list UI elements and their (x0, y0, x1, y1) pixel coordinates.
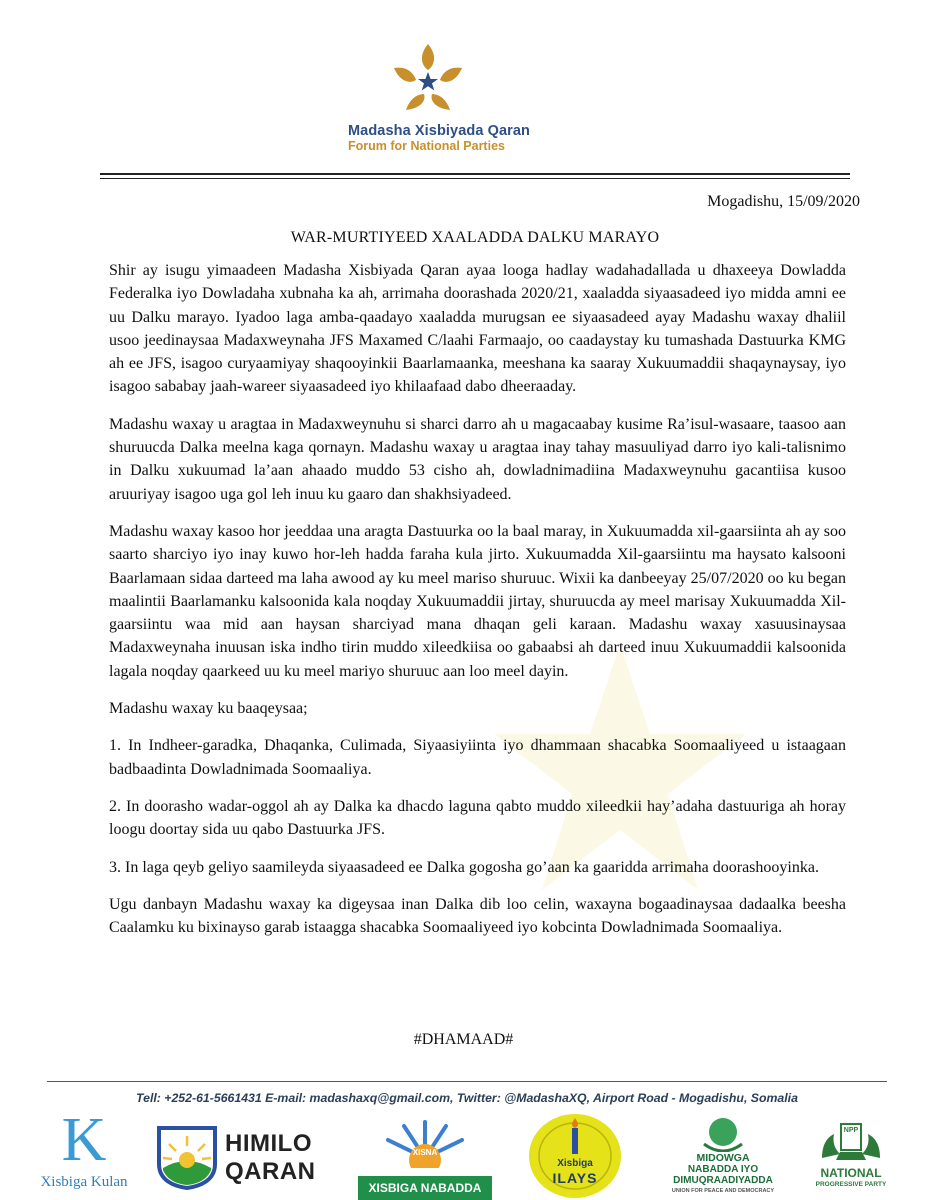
header-divider-thin (100, 178, 850, 179)
npp-line-1: NATIONAL (820, 1166, 882, 1180)
ilays-logo (527, 1112, 623, 1200)
kulan-logo (38, 1106, 130, 1200)
star-flower-logo-icon (388, 38, 468, 118)
himilo-line-1: HIMILO (225, 1130, 312, 1157)
document-title: WAR-MURTIYEED XAALADDA DALKU MARAYO (290, 229, 660, 246)
letterhead (0, 0, 927, 190)
paragraph: Shir ay isugu yimaadeen Madasha Xisbiyada Qaran ayaa looga hadlay wadahadallada u dhaxeeya Dowladda Federalka iyo Dowladaha xubnaha ka ah, arrimaha doorashada 2020/21, xaaladda siyaasadeed iyo midda amni ee uu Dalku marayo. Iyadoo laga amba-qaadayo xaaladda murugsan ee siyaasadeed ayay Madashu waxay dhaliil usoo jeedinaysaa Madaxweynaha JFS Maxamed C/laahi Farmaajo, oo caadaystay ku tumashada Dastuurka KMG ah ee JFS, isagoo curyaamiyay shaqooyinkii Baarlamaanka, meeshana ka saaray Xukuumaddii shaqaynaysay, iyo isagoo sababay jaah-wareer siyaasadeed iyo khilaafaad dabo dheeraaday. (109, 262, 846, 396)
sunburst-icon (380, 1118, 470, 1168)
npp-line-2: PROGRESSIVE PARTY (815, 1181, 887, 1188)
ilays-line-1: Xisbiga (557, 1158, 593, 1169)
npp-logo (810, 1118, 892, 1198)
footer-divider (47, 1081, 887, 1082)
paragraph: Madashu waxay ku baaqeysaa; (109, 700, 308, 718)
sunrise-shield-icon (155, 1124, 219, 1190)
npp-badge: NPP (843, 1127, 859, 1134)
candle-seal-icon (527, 1112, 623, 1200)
himilo-line-2: QARAN (225, 1158, 316, 1185)
kulan-name: Xisbiga Kulan (40, 1174, 128, 1190)
end-mark: #DHAMAAD# (413, 1031, 514, 1048)
globe-hands-icon (698, 1114, 748, 1152)
kulan-letter: K (61, 1106, 107, 1174)
lions-crest-icon (816, 1118, 886, 1164)
paragraph: Madashu waxay u aragtaa in Madaxweynuhu si sharci darro ah u magacaabay kusime Ra’isul-wasaare, taasoo aan shuruucda Dalka meelna kaga qornayn. Madashu waxay u aragtaa inay tahay masuuliyad darro iyo kali-talisnimo in Dalku xukuumad la’aan ahaado muddo 53 cisho ah, dowladnimadiina Madaxweynuhu gacantiisa kusoo aruuriyay isagoo uga gol leh inuu ku gaaro dan shakhsiyadeed. (109, 415, 846, 503)
midowga-line-2: NABADDA IYO (687, 1164, 759, 1175)
midowga-line-4: UNION FOR PEACE AND DEMOCRACY (671, 1188, 775, 1194)
midowga-line-1: MIDOWGA (696, 1152, 750, 1164)
document-body (109, 259, 846, 953)
list-item: 1. In Indheer-garadka, Dhaqanka, Culimada, Siyaasiyiinta iyo dhammaan shacabka Soomaaliyeed u istaagaan badbaadinta Dowladnimada Soomaaliya. (109, 737, 846, 778)
nabadda-name: XISBIGA NABADDA (358, 1176, 492, 1200)
list-item: 2. In doorasho wadar-oggol ah ay Dalka ka dhacdo laguna qabto muddo xileedkii hay’adaha dastuuriga ah horay loogu doortay sida uu qabo Dastuurka JFS. (109, 797, 846, 839)
nabadda-logo (358, 1118, 492, 1200)
contact-info: Tell: +252-61-5661431 E-mail: madashaxq@gmail.com, Twitter: @MadashaXQ, Airport Road - Mogadishu, Somalia (136, 1091, 798, 1105)
ilays-line-2: ILAYS (552, 1170, 598, 1186)
nabadda-top-label: XISNA (412, 1148, 438, 1157)
midowga-line-3: DIMUQRAADIYADDA (673, 1175, 773, 1186)
document-date: Mogadishu, 15/09/2020 (707, 193, 860, 210)
midowga-logo (664, 1114, 782, 1200)
himilo-qaran-logo (155, 1124, 325, 1196)
org-name: Madasha Xisbiyada Qaran (348, 123, 531, 139)
paragraph: Madashu waxay kasoo hor jeeddaa una aragta Dastuurka oo la baal maray, in Xukuumadda xil-gaarsiinta ah ay soo saarto sharciyo iyo inay kuwo hor-leh hadda faraha kula jirto. Xukuumadda Xil-gaarsiintu ma haysato kalsooni Baarlamaan sidaa darteed ma laha awood ay ku meel mariso shuruuc. Wixii ka danbeeyay 25/07/2020 oo ku began maalintii Baarlamanku kalsoonida kala noqday Xukuumaddii jirtay, shuruucda ay meel marisay Xukuumadda Xil-gaarsiintu waa mid aan haysan sharciyad mana dhaqan geli karaan. Madashu waxay xasuusinaysaa Madaxweynaha inuusan iska indho tirin muddo xileedkiisa oo gabaabsi ah darteed inuu Xukuumaddii kalsoonida lagala noqday qaarkeed uu ku meel mariyo shuruuc aan loo meel dayin. (109, 522, 846, 680)
org-subtitle: Forum for National Parties (348, 139, 505, 153)
header-divider (100, 173, 850, 175)
party-logos (0, 1106, 927, 1200)
paragraph: Ugu danbayn Madashu waxay ka digeysaa inan Dalka dib loo celin, waxayna bogaadinaysaa dadaalka beesha Caalamku ku bixinayso garab istaagga shacabka Soomaaliyeed iyo kobcinta Dowladnimada Soomaaliya. (109, 895, 846, 937)
list-item: 3. In laga qeyb geliyo saamileyda siyaasadeed ee Dalka gogosha go’aan ka gaaridda arrimaha doorashooyinka. (109, 858, 819, 876)
